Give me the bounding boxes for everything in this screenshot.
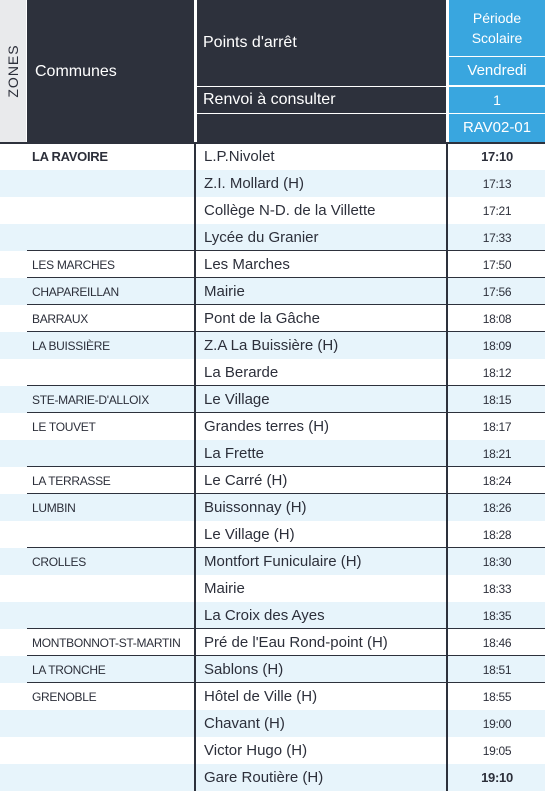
column-separator <box>446 170 448 197</box>
column-separator <box>446 332 448 359</box>
commune-cell <box>27 170 194 197</box>
column-separator <box>446 278 448 305</box>
stop-cell: Collège N-D. de la Villette <box>204 202 376 219</box>
column-separator <box>194 467 196 494</box>
column-separator <box>446 224 448 251</box>
commune-cell <box>27 710 194 737</box>
stop-cell: Pont de la Gâche <box>204 310 320 327</box>
time-cell: 18:30 <box>482 554 512 569</box>
table-row <box>0 278 545 305</box>
points-header-label: Points d'arrêt <box>203 34 297 51</box>
column-separator <box>446 359 448 386</box>
commune-cell: LA TERRASSE <box>32 473 111 488</box>
route-code <box>449 114 545 142</box>
time-cell: 17:10 <box>481 149 513 164</box>
time-cell: 18:33 <box>482 581 512 596</box>
column-separator <box>194 656 196 683</box>
column-separator <box>194 305 196 332</box>
commune-cell: CROLLES <box>32 554 86 569</box>
time-cell: 18:12 <box>482 365 512 380</box>
communes-header <box>27 0 194 142</box>
column-separator <box>194 359 196 386</box>
column-separator <box>446 440 448 467</box>
zones-header <box>0 0 26 142</box>
time-cell: 18:21 <box>482 446 512 461</box>
stop-cell: Victor Hugo (H) <box>204 742 308 759</box>
column-separator <box>446 575 448 602</box>
time-cell: 18:26 <box>482 500 512 515</box>
stop-cell: La Berarde <box>204 364 279 381</box>
stop-cell: Mairie <box>204 580 245 597</box>
table-row <box>0 683 545 710</box>
stop-cell: La Frette <box>204 445 265 462</box>
stop-cell: Sablons (H) <box>204 661 284 678</box>
commune-cell: LA TRONCHE <box>32 662 106 677</box>
column-separator <box>446 629 448 656</box>
time-cell: 19:00 <box>482 716 512 731</box>
column-separator <box>194 764 196 791</box>
column-separator <box>194 170 196 197</box>
commune-cell: BARRAUX <box>32 311 88 326</box>
column-separator <box>446 413 448 440</box>
table-row <box>0 251 545 278</box>
commune-cell <box>27 197 194 224</box>
stop-cell: Chavant (H) <box>204 715 285 732</box>
column-separator <box>446 251 448 278</box>
column-separator <box>446 683 448 710</box>
table-row <box>0 197 545 224</box>
time-cell: 18:55 <box>482 689 512 704</box>
table-row <box>0 494 545 521</box>
periode-label: Période Scolaire <box>471 10 523 46</box>
commune-cell: STE-MARIE-D'ALLOIX <box>32 392 149 407</box>
column-separator <box>194 710 196 737</box>
table-row <box>0 143 545 170</box>
communes-header-label: Communes <box>35 63 117 80</box>
stop-cell: Pré de l'Eau Rond-point (H) <box>204 634 388 651</box>
column-separator <box>194 386 196 413</box>
renvoi-header <box>197 87 446 113</box>
time-cell: 18:46 <box>482 635 512 650</box>
column-separator <box>194 629 196 656</box>
time-cell: 18:08 <box>482 311 512 326</box>
time-cell: 17:56 <box>482 284 512 299</box>
stop-cell: Le Village <box>204 391 270 408</box>
commune-cell <box>27 575 194 602</box>
column-separator <box>194 332 196 359</box>
table-row <box>0 710 545 737</box>
stop-cell: Lycée du Granier <box>204 229 319 246</box>
column-separator <box>194 521 196 548</box>
table-row <box>0 305 545 332</box>
table-row <box>0 359 545 386</box>
commune-cell: MONTBONNOT-ST-MARTIN <box>32 635 181 650</box>
time-cell: 17:13 <box>482 176 512 191</box>
column-separator <box>194 548 196 575</box>
header-divider <box>0 142 545 144</box>
periode-header <box>449 0 545 56</box>
column-separator <box>446 656 448 683</box>
column-separator <box>194 440 196 467</box>
table-header <box>0 0 545 142</box>
renvoi-number <box>449 87 545 113</box>
commune-cell <box>27 602 194 629</box>
time-cell: 18:15 <box>482 392 512 407</box>
stop-cell: Le Village (H) <box>204 526 295 543</box>
table-row <box>0 629 545 656</box>
column-separator <box>446 386 448 413</box>
commune-cell: LA BUISSIÈRE <box>32 338 110 353</box>
commune-cell: GRENOBLE <box>32 689 97 704</box>
commune-cell <box>27 737 194 764</box>
time-cell: 18:24 <box>482 473 512 488</box>
commune-cell <box>27 359 194 386</box>
time-cell: 17:50 <box>482 257 512 272</box>
stop-cell: Z.I. Mollard (H) <box>204 175 305 192</box>
renvoi-number-label: 1 <box>493 92 501 108</box>
table-row <box>0 548 545 575</box>
column-separator <box>194 737 196 764</box>
stop-cell: Mairie <box>204 283 245 300</box>
time-cell: 18:09 <box>482 338 512 353</box>
column-separator <box>446 143 448 170</box>
stop-cell: Buissonnay (H) <box>204 499 307 516</box>
column-separator <box>446 602 448 629</box>
column-separator <box>446 305 448 332</box>
time-cell: 18:17 <box>482 419 512 434</box>
time-cell: 18:51 <box>482 662 512 677</box>
table-row <box>0 386 545 413</box>
column-separator <box>194 602 196 629</box>
column-separator <box>446 494 448 521</box>
table-row <box>0 575 545 602</box>
table-row <box>0 764 545 791</box>
table-row <box>0 467 545 494</box>
commune-cell: CHAPAREILLAN <box>32 284 119 299</box>
time-cell: 18:35 <box>482 608 512 623</box>
table-row <box>0 521 545 548</box>
column-separator <box>194 494 196 521</box>
commune-cell: LES MARCHES <box>32 257 115 272</box>
stop-cell: Gare Routière (H) <box>204 769 324 786</box>
table-row <box>0 224 545 251</box>
time-cell: 19:05 <box>482 743 512 758</box>
stop-cell: Hôtel de Ville (H) <box>204 688 318 705</box>
column-separator <box>194 224 196 251</box>
column-separator <box>446 467 448 494</box>
commune-cell <box>27 521 194 548</box>
renvoi-header-label: Renvoi à consulter <box>203 91 336 108</box>
column-separator <box>194 683 196 710</box>
commune-cell <box>27 764 194 791</box>
column-separator <box>194 197 196 224</box>
time-cell: 18:28 <box>482 527 512 542</box>
table-row <box>0 656 545 683</box>
column-separator <box>194 251 196 278</box>
stop-cell: Z.A La Buissière (H) <box>204 337 339 354</box>
commune-cell <box>27 224 194 251</box>
column-separator <box>446 521 448 548</box>
table-row <box>0 602 545 629</box>
column-separator <box>446 548 448 575</box>
column-separator <box>194 575 196 602</box>
table-row <box>0 737 545 764</box>
time-cell: 17:21 <box>482 203 512 218</box>
column-separator <box>194 413 196 440</box>
column-separator <box>446 764 448 791</box>
stop-cell: Grandes terres (H) <box>204 418 330 435</box>
column-separator <box>446 197 448 224</box>
column-separator <box>446 710 448 737</box>
table-row <box>0 440 545 467</box>
table-row <box>0 413 545 440</box>
column-separator <box>194 143 196 170</box>
stop-cell: Montfort Funiculaire (H) <box>204 553 362 570</box>
stop-cell: L.P.Nivolet <box>204 148 275 165</box>
stop-cell: Le Carré (H) <box>204 472 288 489</box>
points-header <box>197 0 446 86</box>
commune-cell: LE TOUVET <box>32 419 96 434</box>
header-blank <box>197 114 446 142</box>
stop-cell: La Croix des Ayes <box>204 607 325 624</box>
time-cell: 19:10 <box>481 770 513 785</box>
column-separator <box>446 737 448 764</box>
zones-header-label: ZONES <box>5 44 21 98</box>
stop-cell: Les Marches <box>204 256 290 273</box>
table-row <box>0 332 545 359</box>
table-row <box>0 170 545 197</box>
commune-cell: LA RAVOIRE <box>32 149 108 164</box>
time-cell: 17:33 <box>482 230 512 245</box>
commune-cell: LUMBIN <box>32 500 76 515</box>
route-code-label: RAV02-01 <box>462 119 532 136</box>
commune-cell <box>27 440 194 467</box>
day-header <box>449 57 545 85</box>
column-separator <box>194 278 196 305</box>
day-label: Vendredi <box>467 62 527 79</box>
